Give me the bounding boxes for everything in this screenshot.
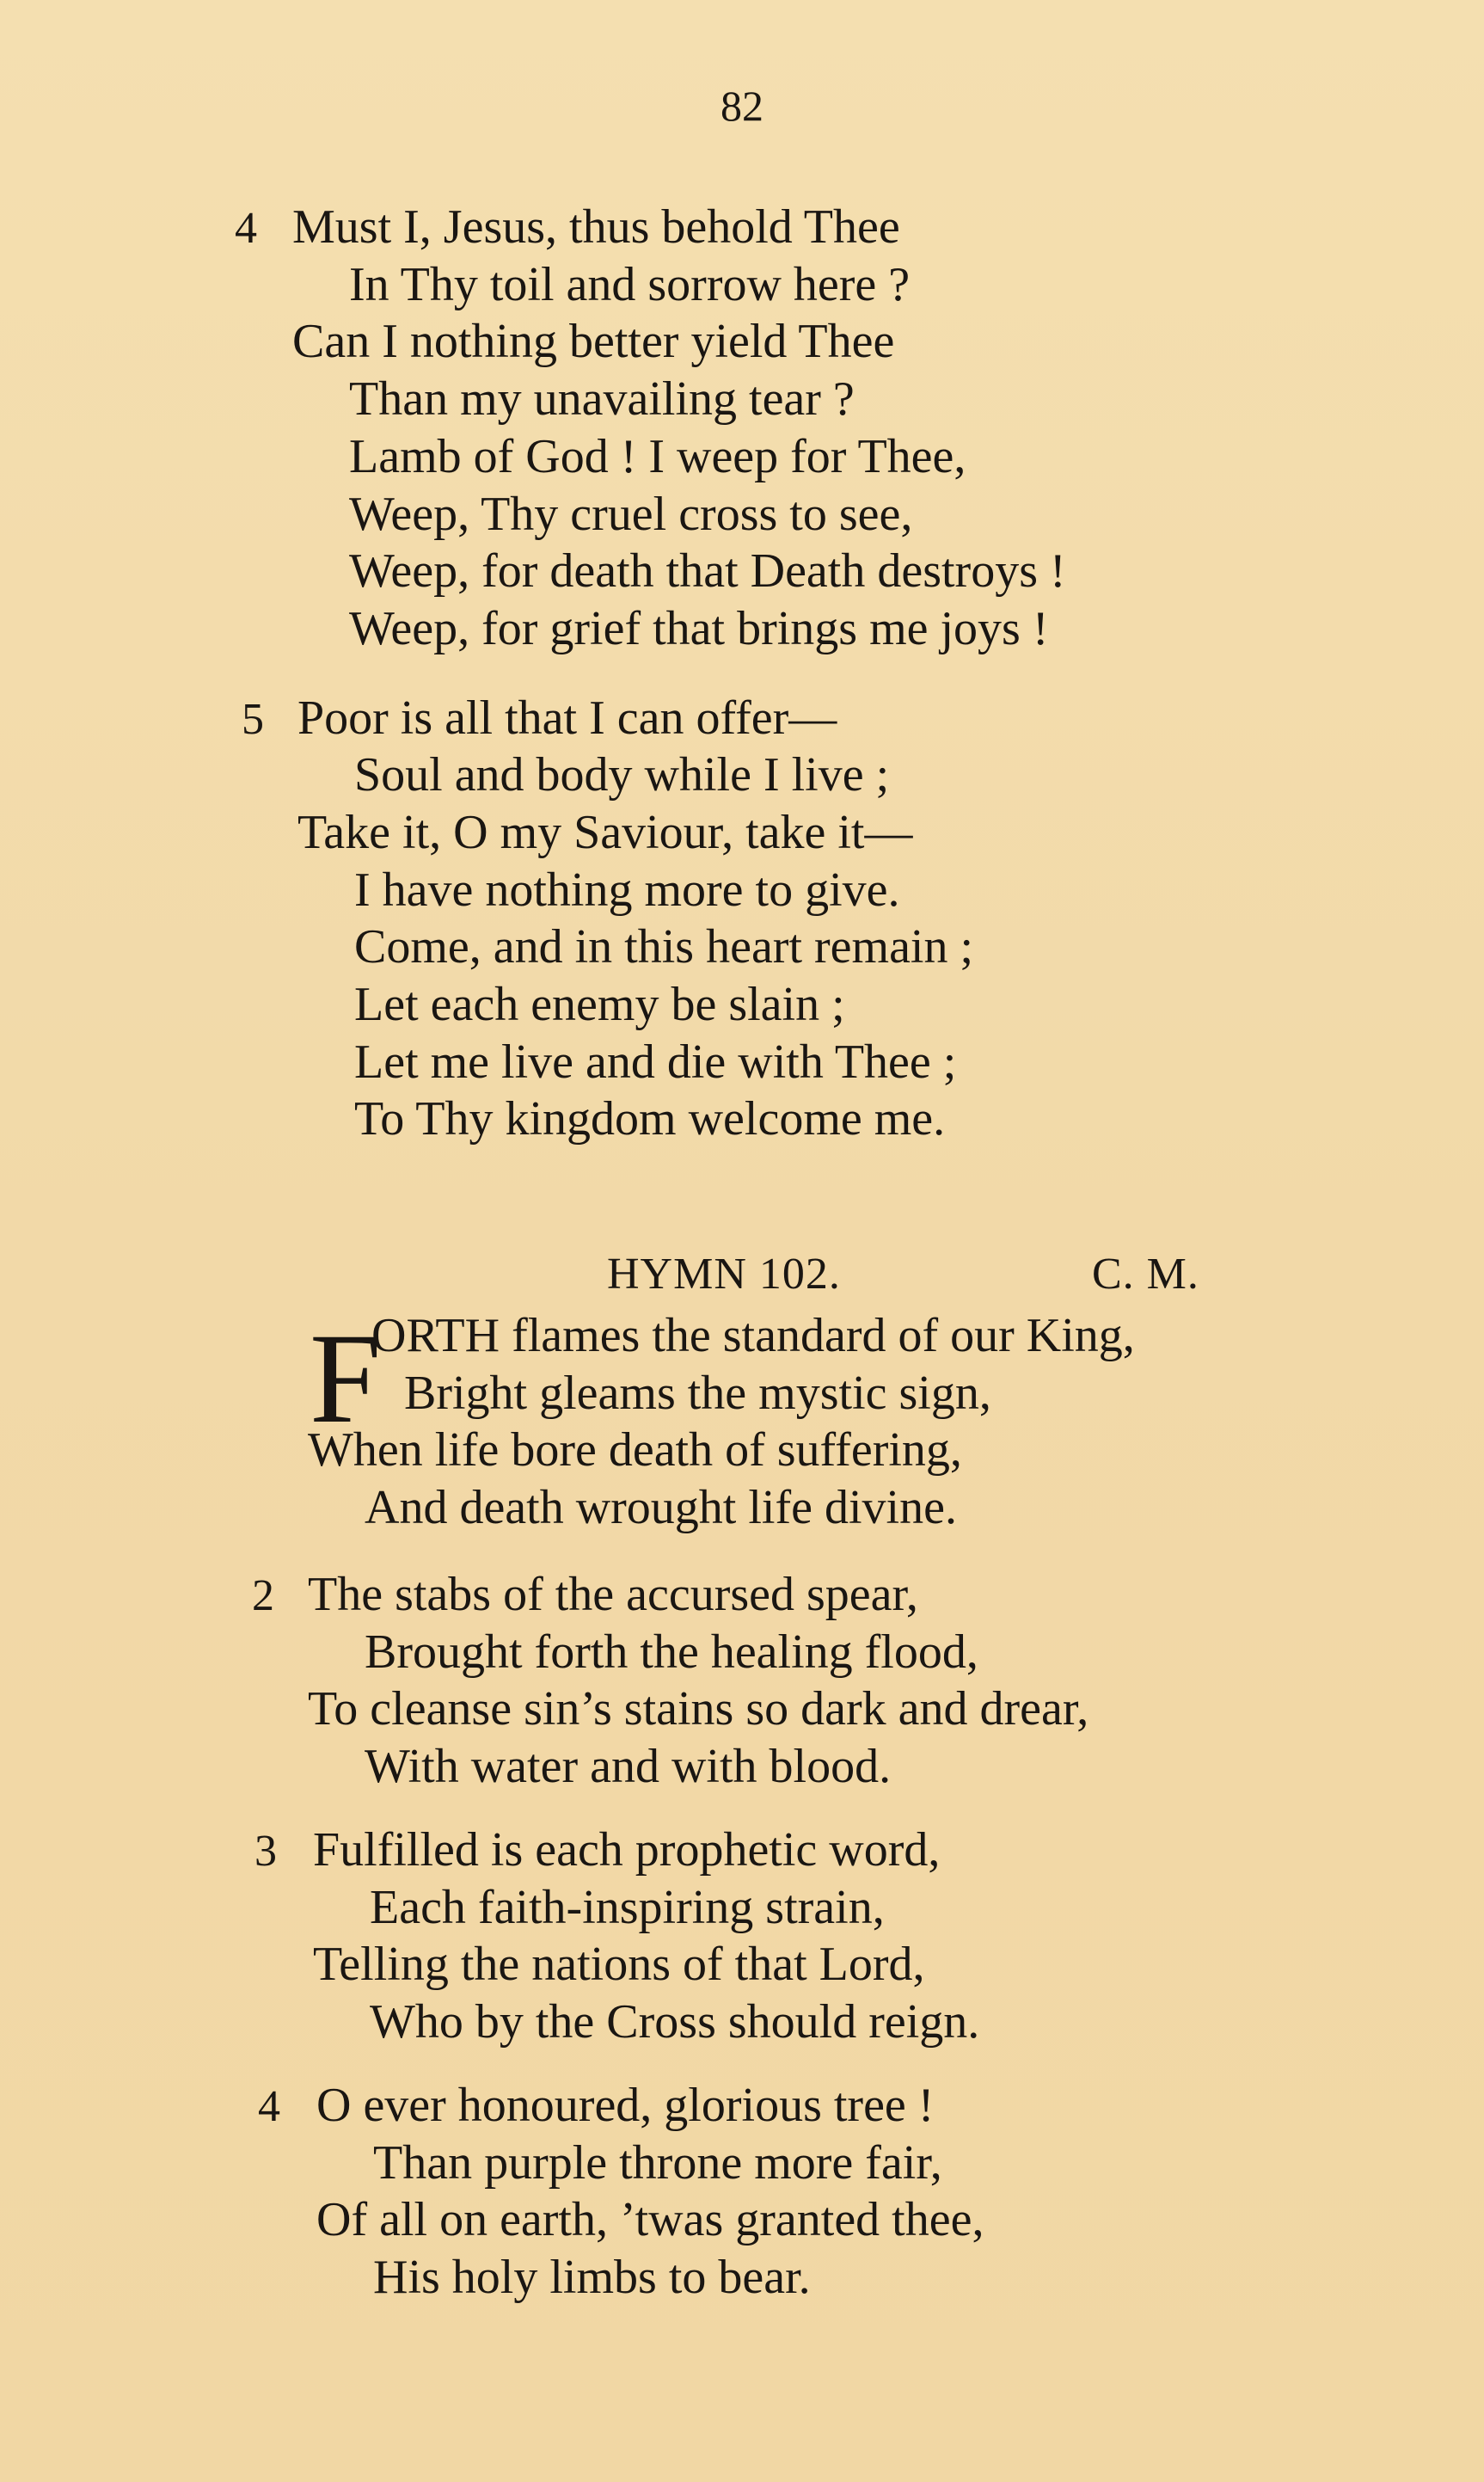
verse-line: With water and with blood.	[365, 1740, 892, 1793]
page-number: 82	[721, 82, 763, 130]
verse-line: Must I, Jesus, thus behold Thee	[292, 200, 900, 254]
verse-line: Who by the Cross should reign.	[370, 1995, 980, 2049]
verse-number: 2	[252, 1571, 274, 1620]
verse-line: To cleanse sin’s stains so dark and drear,	[308, 1682, 1089, 1736]
verse-line: Fulfilled is each prophetic word,	[313, 1823, 941, 1877]
verse-line: Weep, Thy cruel cross to see,	[349, 488, 913, 541]
verse-line: Weep, for death that Death destroys !	[349, 544, 1066, 598]
verse-line: Soul and body while I live ;	[354, 748, 890, 802]
hymn-title: HYMN 102.	[607, 1250, 841, 1299]
verse-line: Than my unavailing tear ?	[349, 372, 855, 426]
verse-line: Lamb of God ! I weep for Thee,	[349, 430, 966, 483]
hymn-meter: C. M.	[1092, 1250, 1199, 1299]
verse-line: Bright gleams the mystic sign,	[404, 1367, 991, 1420]
verse-line: O ever honoured, glorious tree !	[316, 2079, 935, 2132]
verse-line: I have nothing more to give.	[354, 863, 900, 917]
verse-line: To Thy kingdom welcome me.	[354, 1092, 946, 1146]
verse-line: And death wrought life divine.	[365, 1481, 957, 1534]
verse-line: Poor is all that I can offer—	[297, 691, 837, 745]
verse-line: Weep, for grief that brings me joys !	[349, 602, 1049, 655]
verse-line: Brought forth the healing flood,	[365, 1625, 978, 1679]
verse-line: Let each enemy be slain ;	[354, 978, 845, 1031]
verse-line: His holy limbs to bear.	[373, 2251, 811, 2304]
verse-line: ORTH flames the standard of our King,	[371, 1309, 1135, 1362]
verse-line: Can I nothing better yield Thee	[292, 315, 895, 368]
verse-line: Let me live and die with Thee ;	[354, 1035, 957, 1089]
verse-line: Take it, O my Saviour, take it—	[297, 806, 913, 859]
verse-number: 5	[242, 695, 264, 744]
verse-line: The stabs of the accursed spear,	[308, 1568, 918, 1621]
drop-cap: F	[310, 1307, 382, 1450]
verse-line: Of all on earth, ’twas granted thee,	[316, 2193, 984, 2246]
verse-line: Come, and in this heart remain ;	[354, 920, 974, 974]
verse-line: In Thy toil and sorrow here ?	[349, 258, 911, 311]
verse-number: 4	[235, 204, 257, 253]
verse-line: When life bore death of suffering,	[308, 1423, 962, 1477]
verse-line: Than purple throne more fair,	[373, 2136, 942, 2190]
verse-number: 4	[258, 2082, 280, 2131]
verse-line: Each faith-inspiring strain,	[370, 1881, 885, 1934]
verse-number: 3	[254, 1827, 277, 1876]
verse-line: Telling the nations of that Lord,	[313, 1938, 925, 1991]
